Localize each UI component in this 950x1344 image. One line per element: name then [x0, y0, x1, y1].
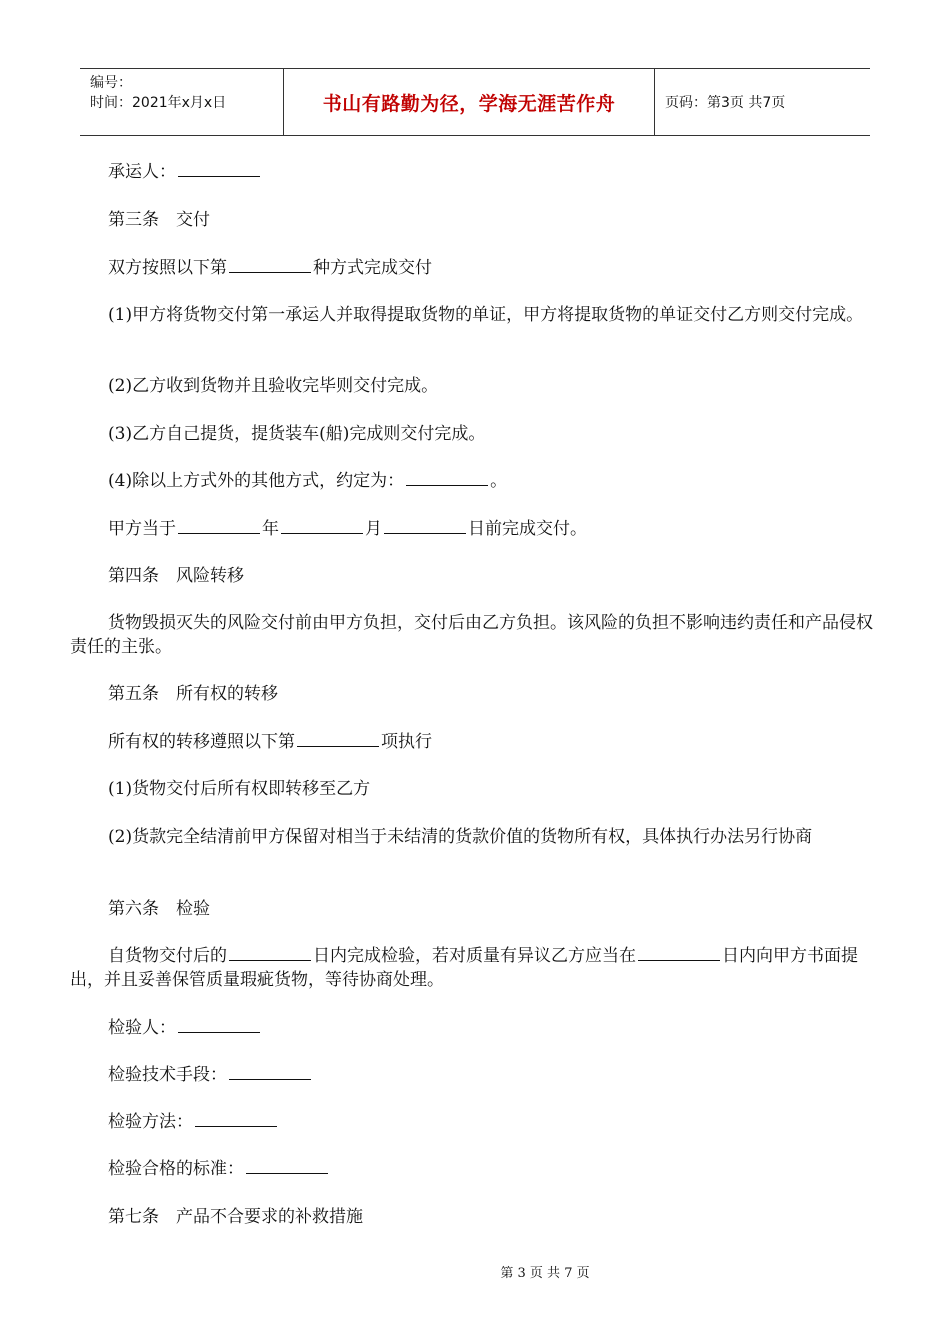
blank-field: [281, 517, 363, 534]
risk-transfer-text: 货物毁损灭失的风险交付前由甲方负担，交付后由乙方负担。该风险的负担不影响违约责任和产品侵权责任的主张。: [70, 613, 873, 657]
article-7-heading: 第七条 产品不合要求的补救措施: [108, 1207, 363, 1227]
blank-field: [297, 730, 379, 747]
article-6-heading: 第六条 检验: [108, 899, 210, 919]
blank-field: [229, 1063, 311, 1080]
blank-field: [178, 517, 260, 534]
carrier-line: 承运人：: [70, 160, 885, 184]
inspector-line: 检验人：: [70, 1016, 885, 1040]
header-motto: 书山有路勤为径，学海无涯苦作舟: [283, 69, 655, 135]
delivery-option-1: (1)甲方将货物交付第一承运人并取得提取货物的单证，甲方将提取货物的单证交付乙方则交付完成。: [108, 305, 864, 325]
delivery-date-line: 甲方当于 年 月 日前完成交付。: [108, 519, 587, 539]
blank-field: [229, 944, 311, 961]
inspection-means-line: 检验技术手段：: [70, 1063, 885, 1087]
delivery-method-line: 双方按照以下第 种方式完成交付: [108, 258, 432, 278]
article-4-heading: 第四条 风险转移: [108, 566, 244, 586]
header-meta: [80, 69, 283, 135]
blank-field: [246, 1157, 328, 1174]
header-page-label: 页码：第3页 共7页: [665, 95, 786, 111]
article-3-heading: 第三条 交付: [108, 210, 210, 230]
ownership-option-2: (2)货款完全结清前甲方保留对相当于未结清的货款价值的货物所有权，具体执行办法另行协商: [108, 827, 813, 847]
blank-field: [384, 517, 466, 534]
blank-field: [638, 944, 720, 961]
page-header: [80, 68, 870, 136]
ownership-option-1: (1)货物交付后所有权即转移至乙方: [108, 779, 371, 799]
time-label: 时间：2021年x月x日: [90, 95, 227, 111]
blank-field: [178, 1016, 260, 1033]
delivery-option-2: (2)乙方收到货物并且验收完毕则交付完成。: [108, 376, 439, 396]
delivery-option-4: (4)除以上方式外的其他方式，约定为： 。: [108, 471, 508, 491]
blank-field: [195, 1110, 277, 1127]
blank-field: [406, 469, 488, 486]
ownership-line: 所有权的转移遵照以下第 项执行: [108, 732, 432, 752]
page-footer: 第 3 页 共 7 页: [500, 1266, 590, 1281]
number-label: 编号：: [90, 75, 132, 91]
blank-field: [229, 256, 311, 273]
inspection-standard-line: 检验合格的标准：: [70, 1157, 885, 1181]
inspection-method-line: 检验方法：: [70, 1110, 885, 1134]
article-5-heading: 第五条 所有权的转移: [108, 684, 278, 704]
inspection-text: 自货物交付后的 日内完成检验，若对质量有异议乙方应当在 日内向甲方书面提出，并且妥善保管质量瑕疵货物，等待协商处理。: [70, 946, 858, 990]
blank-field: [178, 160, 260, 177]
delivery-option-3: (3)乙方自己提货，提货装车(船)完成则交付完成。: [108, 424, 486, 444]
